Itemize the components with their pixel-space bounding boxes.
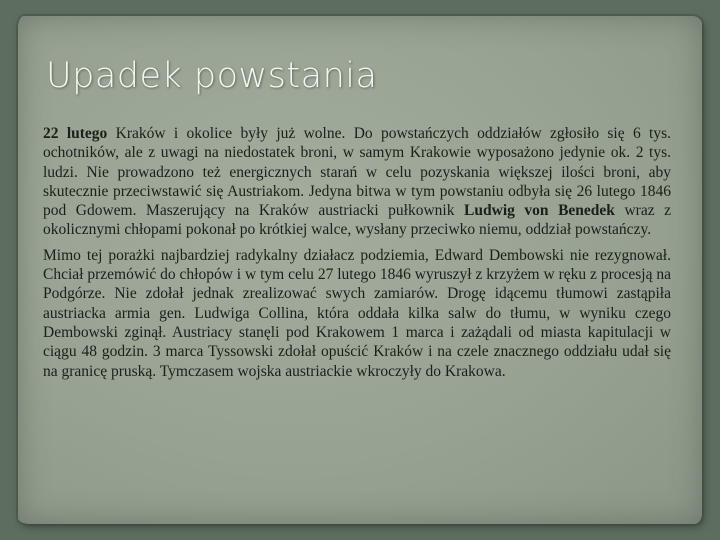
name-highlight: Ludwig von Benedek [464, 202, 615, 220]
slide-title: Upadek powstania [46, 56, 378, 96]
paragraph-1 [43, 124, 671, 240]
paragraph-2: Mimo tej porażki najbardziej radykalny działacz podziemia, Edward Dembowski nie rezygnował. Chciał przemówić do chłopów i w tym celu 27 lutego 1846 wyruszył z krzyżem w ręku z procesją na Podgórze. Nie zdołał jednak zrealizować swych zamiarów. Drogę idącemu tłumowi zastąpiła austriacka armia gen. Ludwiga Collina, która oddała kilka salw do tłumu, w wyniku czego Dembowski zginął. Austriacy stanęli pod Krakowem 1 marca i zażądali od miasta kapitulacji w ciągu 48 godzin. 3 marca Tyssowski zdołał opuścić Kraków i na czele znacznego oddziału udał się na granicę pruską. Tymczasem wojska austriackie wkroczyły do Krakowa. [43, 246, 671, 380]
date-highlight: 22 lutego [43, 125, 108, 142]
paragraph-1-text-b: wraz z okolicznymi chłopami pokonał po krótkiej walce, wysłany przeciwko niemu, oddział powstańczy. [43, 202, 671, 239]
slide-body [43, 124, 671, 387]
paragraph-1-text-a: Kraków i okolice były już wolne. Do powstańczych oddziałów zgłosiło się 6 tys. ochotników, ale z uwagi na niedostatek broni, w samym Krakowie wyposażono jedynie ok. 2 tys. ludzi. Nie prowadzono też energicznych starań w celu pozyskania większej ilości broni, aby skutecznie przeciwstawić się Austriakom. Jedyna bitwa w tym powstaniu odbyła się 26 lutego 1846 pod Gdowem. Maszerujący na Kraków austriacki pułkownik [43, 125, 671, 220]
